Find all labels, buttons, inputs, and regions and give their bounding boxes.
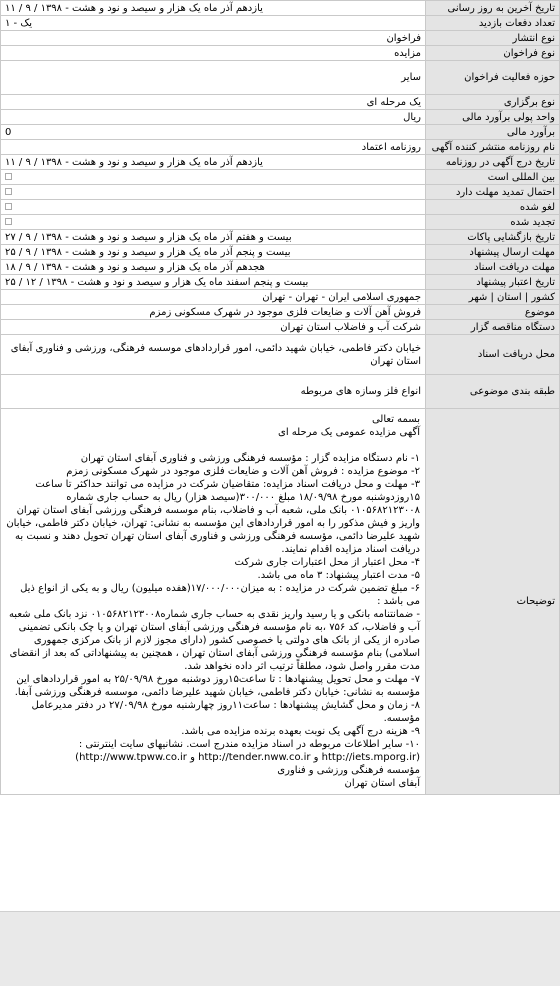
row-value: 0: [1, 125, 426, 140]
description-line: ۶- مبلغ تضمین شرکت در مزایده : به میزان۱۷/۰۰۰/۰۰۰(هفده میلیون) ریال و به یکی از انواع ذیل می باشد :: [20, 583, 420, 607]
row-label: تعداد دفعات بازدید: [426, 16, 560, 31]
description-line: ۸- زمان و محل گشایش پیشنهادها : ساعت۱۱روز چهارشنبه مورخ ۲۷/۰۹/۹۸ در دفتر مدیرعامل مؤسسه.: [31, 700, 420, 724]
row-label: واحد پولی برآورد مالی: [426, 110, 560, 125]
row-value: انواع فلز وسازه های مربوطه: [1, 375, 426, 409]
description-line: ۴- محل اعتبار از محل اعتبارات جاری شرکت: [234, 557, 420, 568]
row-label: کشور | استان | شهر: [426, 290, 560, 305]
description-line: [6, 439, 420, 452]
description-line: - ضمانتنامه بانکی و یا رسید واریز نقدی به حساب جاری شماره۰۱۰۵۶۸۲۱۲۳۰۰۸ نزد بانک ملی شعبه آب و فاضلاب، کد ۷۵۶ ،به نام مؤسسه فرهنگی ورزشی آبفای استان تهران و یا چک بانکی تضمینی صادره از یکی از بانک های دولتی یا خصوصی کشور (دارای مجوز لازم از بانک مرکزی جمهوری اسلامی) بنام مؤسسه فرهنگی ورزشی آبفای استان تهران ، همچنین به پیشنهاداتی که بعد از انقضای مدت مقرر واصل شود، مطلقاً ترتیب اثر داده نخواهد شد.: [8, 609, 420, 672]
description-line: ۷- مهلت و محل تحویل پیشنهادها : تا ساعت۱۵روز دوشنبه مورخ ۲۵/۰۹/۹۸ به امور قراردادهای این مؤسسه به نشانی: خیابان دکتر فاطمی، خیابان شهید علیرضا دائمی، موسسه فرهنگی ورزشی آبفا.: [14, 674, 420, 698]
description-label: توضیحات: [426, 409, 560, 795]
detail-row: [1, 16, 560, 31]
detail-row: [1, 215, 560, 230]
empty-checkbox-icon: [5, 218, 12, 225]
description-row: [1, 409, 560, 795]
description-line: ۱- نام دستگاه مزایده گزار : مؤسسه فرهنگی ورزشی و فناوری آبفای استان تهران: [80, 453, 420, 464]
detail-row: [1, 335, 560, 375]
empty-checkbox-icon: [5, 173, 12, 180]
row-label: بین المللی است: [426, 170, 560, 185]
description-text: [1, 409, 426, 795]
row-label: تاریخ درج آگهی در روزنامه: [426, 155, 560, 170]
row-label: موضوع: [426, 305, 560, 320]
footer-area: [0, 911, 560, 986]
row-value: فراخوان: [1, 31, 426, 46]
detail-row: [1, 61, 560, 95]
signature-line: مؤسسه فرهنگی ورزشی و فناوری: [277, 765, 420, 776]
empty-checkbox-icon: [5, 188, 12, 195]
detail-row: [1, 290, 560, 305]
row-value: ۲۷ / ۹ / ۱۳۹۸ - بیست و هفتم آذر ماه یک هزار و سیصد و نود و هشت: [1, 230, 426, 245]
row-value: ریال: [1, 110, 426, 125]
row-value: خیابان دکتر فاطمی، خیابان شهید دائمی، امور قراردادهای موسسه فرهنگی، ورزشی و فناوری آبفای استان تهران: [1, 335, 426, 375]
detail-row: [1, 375, 560, 409]
row-label: تاریخ بازگشایی پاکات: [426, 230, 560, 245]
description-line: بسمه تعالی: [371, 414, 420, 425]
tender-details-rows: [1, 1, 560, 795]
row-label: نوع انتشار: [426, 31, 560, 46]
row-value: یک مرحله ای: [1, 95, 426, 110]
row-label: تجدید شده: [426, 215, 560, 230]
row-value: شرکت آب و فاضلاب استان تهران: [1, 320, 426, 335]
row-label: نوع فراخوان: [426, 46, 560, 61]
row-value: ۲۵ / ۹ / ۱۳۹۸ - بیست و پنجم آذر ماه یک هزار و سیصد و نود و هشت: [1, 245, 426, 260]
row-label: برآورد مالی: [426, 125, 560, 140]
detail-row: [1, 200, 560, 215]
detail-row: [1, 170, 560, 185]
row-label: مهلت ارسال پیشنهاد: [426, 245, 560, 260]
detail-row: [1, 1, 560, 16]
detail-row: [1, 245, 560, 260]
empty-checkbox-icon: [5, 203, 12, 210]
row-value: [1, 200, 426, 215]
detail-row: [1, 125, 560, 140]
detail-row: [1, 275, 560, 290]
row-label: تاریخ آخرین به روز رسانی: [426, 1, 560, 16]
row-value: سایر: [1, 61, 426, 95]
row-label: حوزه فعالیت فراخوان: [426, 61, 560, 95]
detail-row: [1, 260, 560, 275]
row-label: لغو شده: [426, 200, 560, 215]
row-value: ۱۸ / ۹ / ۱۳۹۸ - هجدهم آذر ماه یک هزار و سیصد و نود و هشت: [1, 260, 426, 275]
row-label: مهلت دریافت اسناد: [426, 260, 560, 275]
detail-row: [1, 305, 560, 320]
row-label: نام روزنامه منتشر کننده آگهی: [426, 140, 560, 155]
signature-line: آبفای استان تهران: [344, 778, 420, 789]
row-label: نوع برگزاری: [426, 95, 560, 110]
row-value: روزنامه اعتماد: [1, 140, 426, 155]
row-value: ۱۱ / ۹ / ۱۳۹۸ - یازدهم آذر ماه یک هزار و سیصد و نود و هشت: [1, 155, 426, 170]
detail-row: [1, 155, 560, 170]
row-label: محل دریافت اسناد: [426, 335, 560, 375]
detail-row: [1, 185, 560, 200]
description-line: ۳- مهلت و محل دریافت اسناد مزایده: متقاضیان شرکت در مزایده می توانند حداکثر تا ساعت ۱۵روزدوشنبه مورخ ۱۸/۰۹/۹۸ مبلغ ۳۰۰/۰۰۰(سیصد هزار) ریال به حساب جاری شماره ۰۱۰۵۶۸۲۱۲۳۰۰۸ بانک ملی، شعبه آب و فاضلاب، بنام موسسه فرهنگی ورزشی آبفای استان تهران واریز و فیش مذکور را به امور قراردادهای این مؤسسه به نشانی: تهران، خیابان دکتر فاطمی، خیابان شهید علیرضا دائمی، مؤسسه فرهنگی ورزشی و فناوری آبفای استان تهران تحویل دهند و نسبت به دریافت اسناد مزایده اقدام نمایند.: [6, 479, 420, 555]
description-line: ۹- هزینه درج آگهی یک نوبت بعهده برنده مزایده می باشد.: [181, 726, 420, 737]
row-value: ۱ - یک: [1, 16, 426, 31]
description-line: ۱۰- سایر اطلاعات مربوطه در اسناد مزایده مندرج است. نشانیهای سایت اینترنتی : (http://iets.mporg.ir و http://tender.nww.co.ir و http://www.tpww.co.ir): [75, 739, 420, 763]
detail-row: [1, 140, 560, 155]
row-label: دستگاه مناقصه گزار: [426, 320, 560, 335]
row-value: ۱۱ / ۹ / ۱۳۹۸ - یازدهم آذر ماه یک هزار و سیصد و نود و هشت: [1, 1, 426, 16]
detail-row: [1, 95, 560, 110]
row-value: [1, 185, 426, 200]
description-line: آگهی مزایده عمومی یک مرحله ای: [278, 427, 420, 438]
row-value: [1, 170, 426, 185]
description-line: ۵- مدت اعتبار پیشنهاد: ۳ ماه می باشد.: [257, 570, 420, 581]
row-value: جمهوری اسلامی ایران - تهران - تهران: [1, 290, 426, 305]
signature: [6, 764, 420, 790]
detail-row: [1, 110, 560, 125]
row-value: فروش آهن آلات و ضایعات فلزی موجود در شهرک مسکونی زمزم: [1, 305, 426, 320]
row-label: احتمال تمدید مهلت دارد: [426, 185, 560, 200]
row-label: تاریخ اعتبار پیشنهاد: [426, 275, 560, 290]
description-line: ۲- موضوع مزایده : فروش آهن آلات و ضایعات فلزی موجود در شهرک مسکونی زمزم: [66, 466, 420, 477]
detail-row: [1, 230, 560, 245]
detail-row: [1, 320, 560, 335]
row-label: طبقه بندی موضوعی: [426, 375, 560, 409]
row-value: مزایده: [1, 46, 426, 61]
detail-row: [1, 31, 560, 46]
detail-row: [1, 46, 560, 61]
row-value: [1, 215, 426, 230]
row-value: ۲۵ / ۱۲ / ۱۳۹۸ - بیست و پنجم اسفند ماه یک هزار و سیصد و نود و هشت: [1, 275, 426, 290]
